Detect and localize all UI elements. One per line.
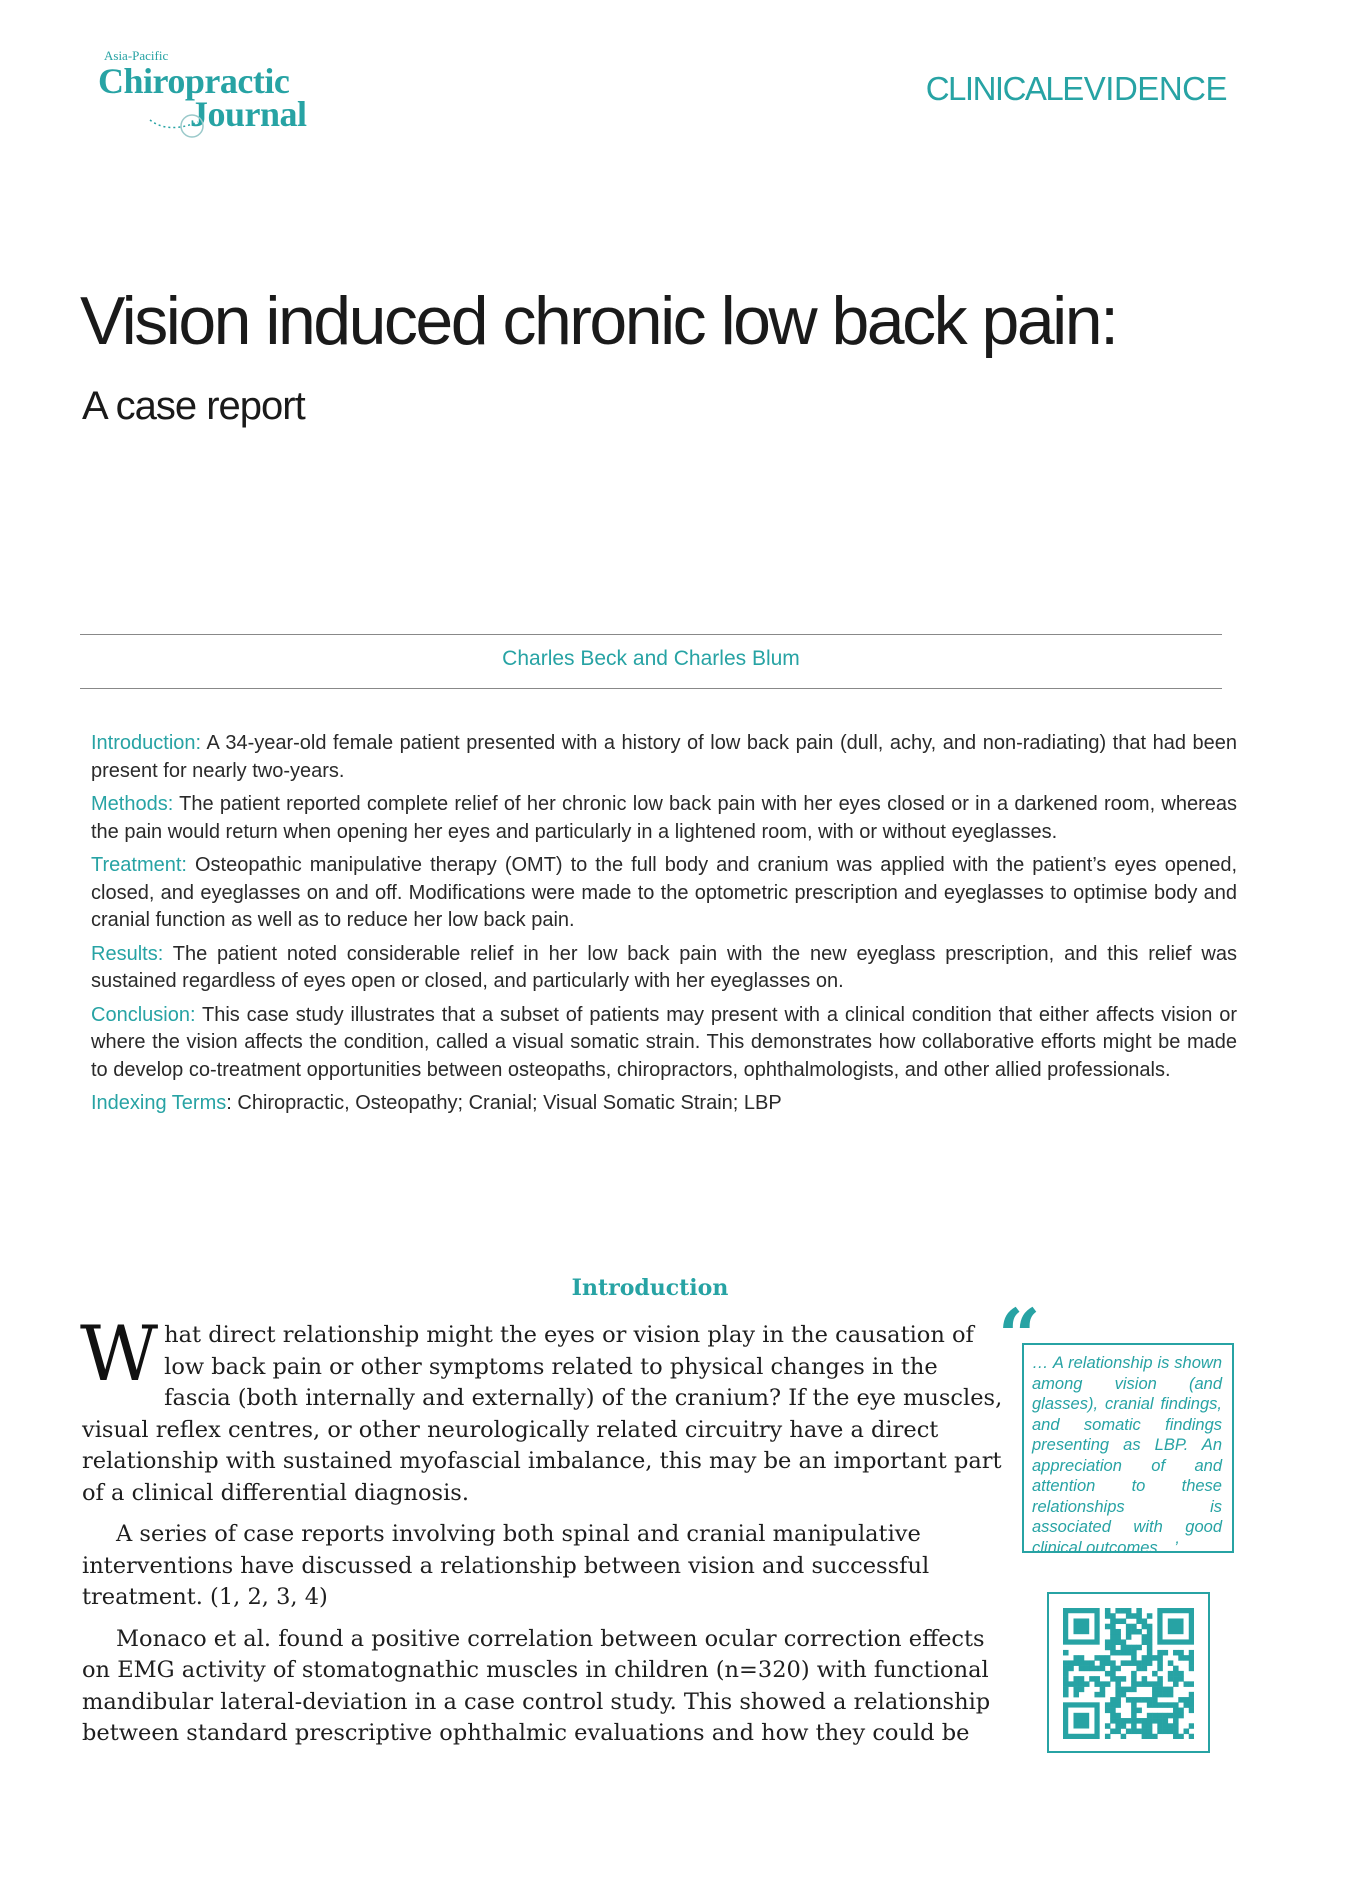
abstract-label: Treatment: (91, 854, 187, 876)
body-paragraph-3: Monaco et al. found a positive correlation between ocular correction effects on EMG activity of stomatognathic muscles in children (n=320) with functional mandibular lateral-deviation in a case control study. This showed a relationship between standard prescriptive ophthalmic evaluations and how they could be (82, 1625, 991, 1746)
abstract-text: This case study illustrates that a subset of patients may present with a clinical condition that either affects vision or where the vision affects the condition, called a visual somatic strain. This demonstrates how collaborative efforts might be made to develop co-treatment opportunities between osteopaths, chiropractors, ophthalmologists, and other allied professionals. (91, 1003, 1237, 1081)
article-title: Vision induced chronic low back pain: (80, 283, 1117, 359)
abstract-methods (91, 791, 1237, 846)
authors: Charles Beck and Charles Blum (502, 647, 800, 670)
logo-top-line: Asia-Pacific (104, 48, 169, 63)
logo-swoosh-icon (148, 100, 208, 140)
abstract-treatment (91, 852, 1237, 935)
journal-logo (98, 48, 328, 138)
quote-mark-icon: “ (998, 1294, 1041, 1380)
divider-bottom (80, 688, 1222, 689)
qr-code-icon (1063, 1608, 1194, 1739)
abstract-conclusion (91, 1002, 1237, 1085)
body-paragraph-2: A series of case reports involving both spinal and cranial manipulative interventions have discussed a relationship between vision and successful treatment. (1, 2, 3, 4) (82, 1521, 930, 1610)
section-label-light: CLINICAL (925, 70, 1063, 107)
body-paragraph-1-text: hat direct relationship might the eyes or vision play in the causation of low back pain or other symptoms related to physical changes in the fascia (both internally and externally) of the cranium? If the eye muscles, visual reflex centres, or other neurologically related circuitry have a direct relationship with sustained myofascial imbalance, this may be an important part of a clinical differential diagnosis. (82, 1322, 1003, 1506)
logo-line1: Chiropractic (98, 61, 290, 101)
section-heading-introduction: Introduction (571, 1275, 729, 1301)
abstract-text: The patient reported complete relief of her chronic low back pain with her eyes closed or in a darkened room, whereas the pain would return when opening her eyes and particularly in a lightened room, with or without eyeglasses. (91, 793, 1237, 843)
pull-quote (1022, 1343, 1234, 1557)
logo-line2: Journal (190, 94, 307, 134)
article-subtitle: A case report (82, 384, 305, 428)
abstract-results (91, 941, 1237, 996)
drop-cap: W (80, 1309, 159, 1398)
abstract-text: A 34-year-old female patient presented with a history of low back pain (dull, achy, and non-radiating) that had been present for nearly two-years. (91, 732, 1237, 782)
section-label (926, 70, 1227, 108)
abstract (91, 730, 1237, 1124)
abstract-label: Methods: (91, 793, 174, 815)
abstract-text: : Chiropractic, Osteopathy; Cranial; Visual Somatic Strain; LBP (226, 1092, 782, 1114)
abstract-indexing-terms (91, 1090, 1237, 1118)
abstract-label: Indexing Terms (91, 1092, 227, 1114)
abstract-text: Osteopathic manipulative therapy (OMT) to the full body and cranium was applied with the patient’s eyes opened, closed, and eyeglasses on and off. Modifications were made to the optometric prescription and eyeglasses to optimise body and cranial function as well as to reduce her low back pain. (91, 854, 1237, 931)
pull-quote-text: … A relationship is shown among vision (and glasses), cranial findings, and somatic findings presenting as LBP. An appreciation of and attention to these relationships is associated with good clinical outcomes…’ (1032, 1354, 1222, 1557)
qr-code[interactable] (1047, 1592, 1210, 1753)
abstract-label: Introduction: (91, 732, 202, 754)
divider-top (80, 634, 1222, 635)
abstract-introduction (91, 730, 1237, 785)
abstract-label: Results: (91, 942, 164, 965)
section-label-strong: EVIDENCE (1062, 70, 1227, 107)
body-paragraph-1 (80, 1309, 1007, 1509)
abstract-text: The patient noted considerable relief in her low back pain with the new eyeglass prescription, and this relief was sustained regardless of eyes open or closed, and particularly with her eyeglasses on. (91, 942, 1237, 992)
abstract-label: Conclusion: (91, 1003, 196, 1026)
body-text (80, 1309, 1007, 1760)
